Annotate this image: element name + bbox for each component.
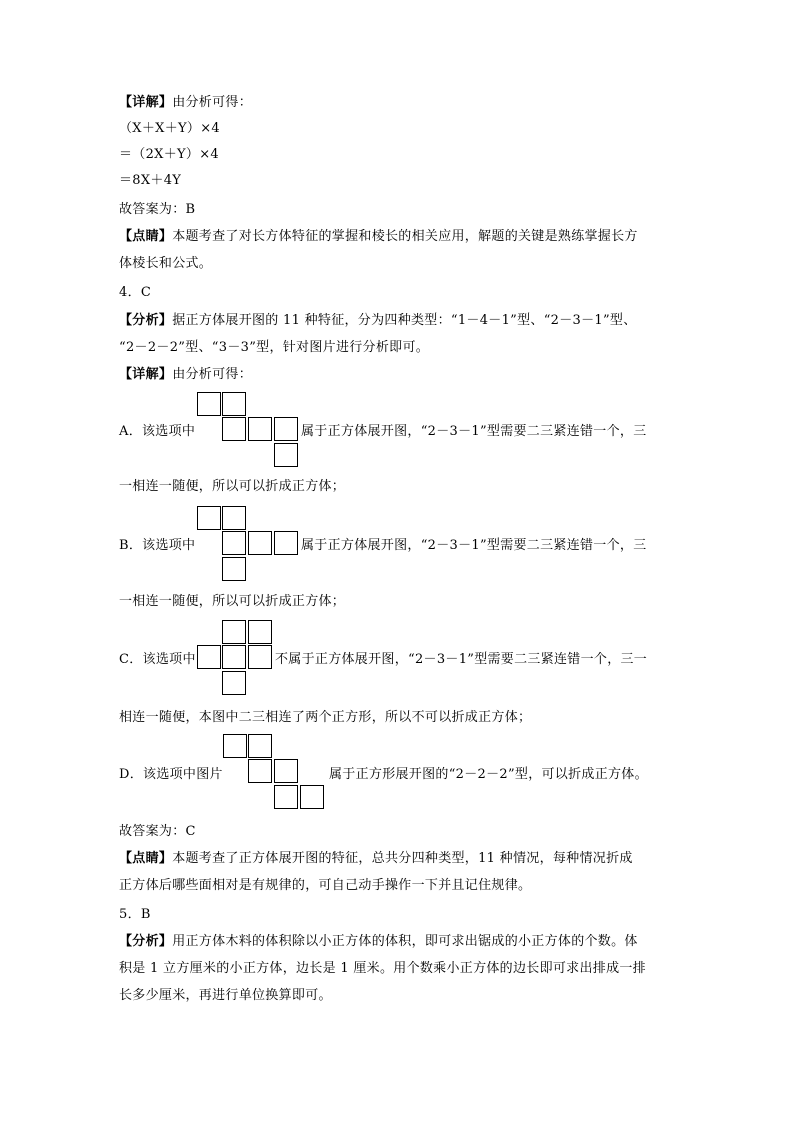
equation-line-3: ＝8X＋4Y: [119, 173, 182, 188]
analysis-line-5a: [119, 933, 638, 951]
option-b-prefix: B．该选项中: [119, 538, 196, 553]
analysis-line-1: [119, 312, 637, 330]
net-square: [248, 620, 272, 644]
net-square: [274, 417, 298, 441]
net-square: [222, 557, 246, 581]
net-square: [248, 734, 272, 758]
option-c-line-2: 相连一随便，本图中二三相连了两个正方形，所以不可以折成正方体；: [119, 710, 532, 725]
equation-line-2: ＝（2X＋Y）×4: [119, 147, 219, 162]
net-square: [222, 506, 246, 530]
net-square: [274, 531, 298, 555]
net-square: [222, 531, 246, 555]
detail-line-4: [119, 366, 252, 384]
option-d-suffix: 属于正方形展开图的“2－2－2”型，可以折成正方体。: [329, 767, 648, 782]
comment-text-4a: 本题考查了正方体展开图的特征，总共分四种类型，11 种情况，每种情况折成: [172, 851, 633, 866]
question-number-4: 4．C: [119, 285, 152, 300]
analysis-tag: 【分析】: [119, 313, 173, 328]
net-square: [248, 645, 272, 669]
analysis-line-2: “2－2－2”型、“3－3”型，针对图片进行分析即可。: [119, 340, 430, 355]
net-square: [222, 392, 246, 416]
net-square: [300, 785, 324, 809]
option-b-suffix: 属于正方体展开图，“2－3－1”型需要二三紧连错一个，三: [301, 538, 647, 553]
equation-line-1: （X＋X＋Y）×4: [119, 121, 220, 136]
analysis-text-1: 据正方体展开图的 11 种特征，分为四种类型：“1－4－1”型、“2－3－1”型、: [172, 313, 637, 328]
question-number-5: 5．B: [119, 907, 151, 922]
analysis-line-5c: 长多少厘米，再进行单位换算即可。: [119, 988, 332, 1003]
comment-text-1: 本题考查了对长方体特征的掌握和棱长的相关应用，解题的关键是熟练掌握长方: [172, 229, 638, 244]
comment-line-1: [119, 228, 638, 246]
net-square: [274, 785, 298, 809]
answer-line: 故答案为：B: [119, 202, 196, 217]
net-square: [222, 645, 246, 669]
detail-text: 由分析可得：: [172, 95, 253, 110]
option-a-prefix: A．该选项中: [119, 424, 196, 439]
detail-text-4: 由分析可得：: [172, 367, 253, 382]
net-square: [197, 392, 221, 416]
detail-line: [119, 94, 252, 112]
net-square: [197, 506, 221, 530]
analysis-text-5a: 用正方体木料的体积除以小正方体的体积，即可求出锯成的小正方体的个数。体: [172, 934, 638, 949]
net-square: [248, 531, 272, 555]
option-a-suffix: 属于正方体展开图，“2－3－1”型需要二三紧连错一个，三: [301, 424, 647, 439]
net-square: [222, 417, 246, 441]
comment-line-4a: [119, 850, 633, 868]
comment-tag: 【点睛】: [119, 229, 173, 244]
comment-line-2: 体棱长和公式。: [119, 256, 213, 271]
net-square: [248, 417, 272, 441]
analysis-line-5b: 积是 1 立方厘米的小正方体，边长是 1 厘米。用个数乘小正方体的边长即可求出排成一排: [119, 961, 646, 976]
net-square: [274, 443, 298, 467]
option-a-line-2: 一相连一随便，所以可以折成正方体；: [119, 479, 346, 494]
option-d-prefix: D．该选项中图片: [119, 767, 223, 782]
net-square: [197, 645, 221, 669]
net-square: [222, 620, 246, 644]
detail-tag: 【详解】: [119, 95, 173, 110]
option-c-prefix: C．该选项中: [119, 652, 196, 667]
analysis-tag-5: 【分析】: [119, 934, 173, 949]
net-square: [274, 759, 298, 783]
detail-tag-4: 【详解】: [119, 367, 173, 382]
net-square: [222, 671, 246, 695]
answer-line-4: 故答案为：C: [119, 824, 196, 839]
net-square: [223, 734, 247, 758]
comment-line-4b: 正方体后哪些面相对是有规律的，可自己动手操作一下并且记住规律。: [119, 878, 532, 893]
comment-tag-4: 【点睛】: [119, 851, 173, 866]
net-square: [248, 759, 272, 783]
option-b-line-2: 一相连一随便，所以可以折成正方体；: [119, 594, 346, 609]
option-c-suffix: 不属于正方体展开图，“2－3－1”型需要二三紧连错一个，三一: [275, 652, 648, 667]
